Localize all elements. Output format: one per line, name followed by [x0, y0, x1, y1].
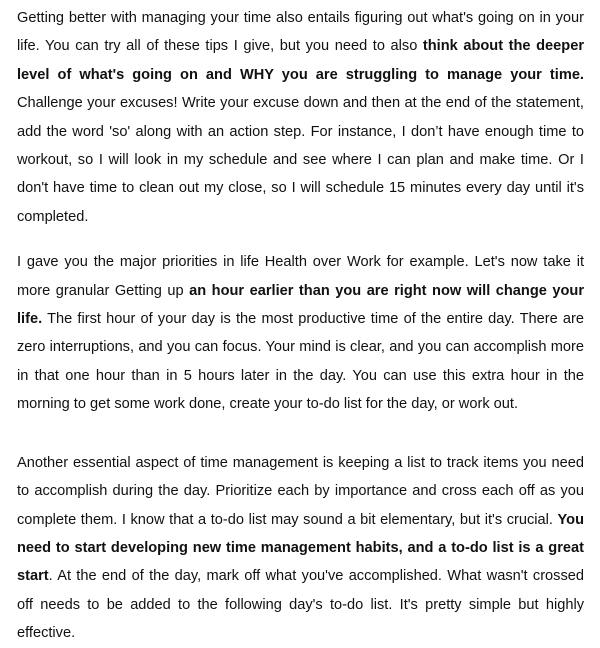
- text-segment: I gave you the major priorities in life Health over Work for example. Let's now take it more granular Getting up: [17, 254, 584, 299]
- text-segment: Another essential aspect of time management is keeping a list to track items you need to accomplish during the day. Prioritize each by importance and cross each off as you complete them. I know that a to-do list may sound a bit elementary, but it's crucial.: [17, 454, 584, 528]
- paragraph-deeper-level: [17, 4, 584, 231]
- text-segment: Challenge your excuses! Write your excuse down and then at the end of the statement, add the word 'so' along with an action step. For instance, I don’t have enough time to workout, so I will look in my schedule and see where I can plan and make time. Or I don't have time to clean out my close, so I will schedule 15 minutes every day until it's completed.: [17, 95, 584, 225]
- text-segment: Getting better with managing your time also entails figuring out what's going on in your life. You can try all of these tips I give, but you need to also: [17, 10, 584, 55]
- bold-text-segment: an hour earlier than you are right now will change your life.: [17, 282, 584, 328]
- bold-text-segment: think about the deeper level of what's going on and WHY you are struggling to manage your time.: [17, 38, 584, 83]
- bold-text-segment: You need to start developing new time management habits, and a to-do list is a great start: [17, 511, 584, 585]
- document-body: [17, 4, 584, 648]
- text-segment: . At the end of the day, mark off what you've accomplished. What wasn't crossed off needs to be added to the following day's to-do list. It's pretty simple but highly effective.: [17, 568, 584, 642]
- paragraph-wake-earlier: [17, 248, 584, 418]
- paragraph-todo-list: [17, 449, 584, 648]
- text-segment: The first hour of your day is the most productive time of the entire day. There are zero interruptions, and you can focus. Your mind is clear, and you can accomplish more in that one hour than in 5 hours later in the day. You can use this extra hour in the morning to get some work done, create your to-do list for the day, or work out.: [17, 311, 584, 413]
